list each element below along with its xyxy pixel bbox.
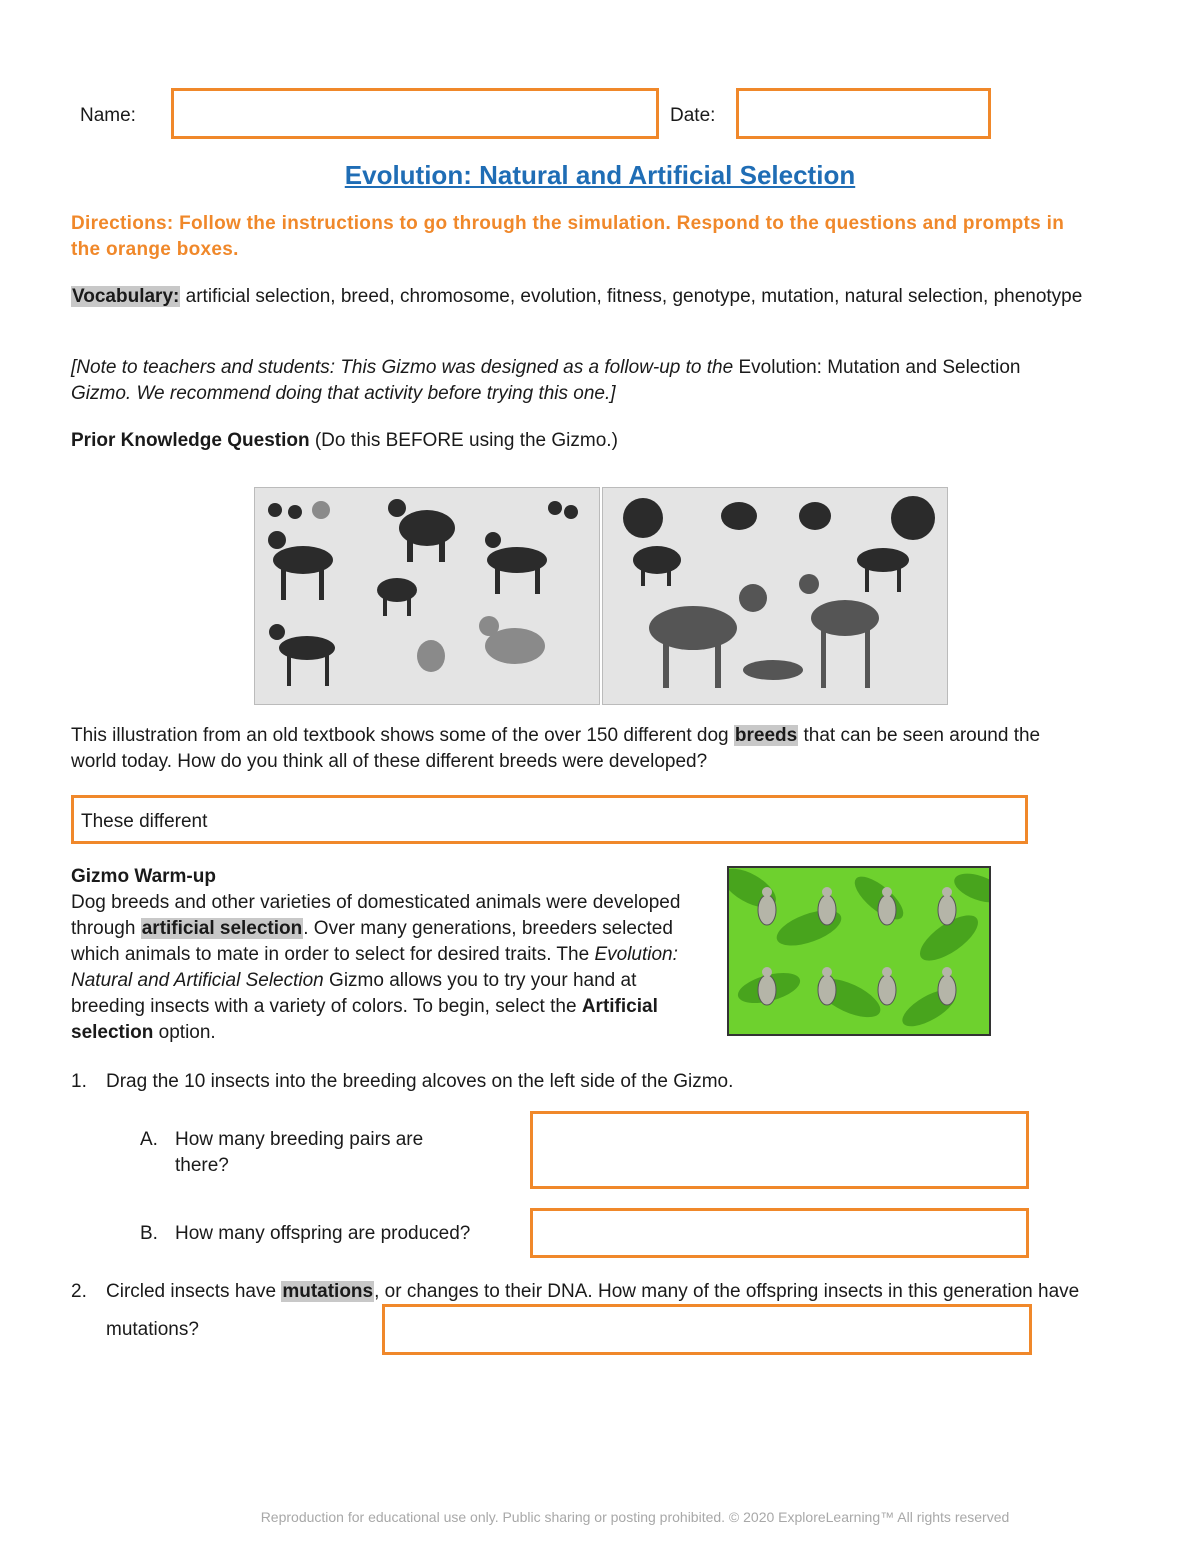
qB-answer-box[interactable] <box>530 1208 1029 1258</box>
question-text-2: that can be seen around the world today. How do you think all of these different breeds were developed? <box>71 725 1041 772</box>
q1-number: 1. <box>71 1071 87 1092</box>
prior-knowledge-question <box>71 723 1071 775</box>
warmup-text-3: Gizmo allows you to try your hand at breeding insects with a variety of colors. To begin, select the <box>71 970 637 1017</box>
vocabulary-label: Vocabulary: <box>72 286 180 307</box>
dog-breeds-image-left <box>255 488 599 704</box>
q2-text-post: , or changes to their DNA. How many of the offspring insects in this generation have mutations? <box>106 1281 1080 1340</box>
dog-illustration-left <box>254 487 600 705</box>
footer-copyright: Reproduction for educational use only. Public sharing or posting prohibited. © 2020 ExploreLearning™ All rights reserved <box>260 1509 1010 1525</box>
insects-image <box>727 866 991 1036</box>
teacher-note <box>71 355 1071 407</box>
prior-knowledge-title: Prior Knowledge Question <box>71 430 310 451</box>
qA-text: How many breeding pairs are there? <box>175 1129 424 1176</box>
highlight-mutations: mutations <box>282 1281 374 1302</box>
warmup-text: Dog breeds and other varieties of domesticated animals were developed through <box>71 892 681 939</box>
qA-answer-box[interactable] <box>530 1111 1029 1189</box>
warmup-heading: Gizmo Warm-up <box>71 866 216 887</box>
dog-breeds-image-right <box>603 488 947 704</box>
date-label: Date: <box>670 105 716 126</box>
qB-text: How many offspring are produced? <box>175 1223 471 1244</box>
vocabulary <box>71 284 1131 310</box>
qB-letter: B. <box>140 1223 158 1244</box>
warmup-section <box>71 864 711 1046</box>
warmup-paragraph <box>71 890 711 1046</box>
note-text-2: Gizmo. We recommend doing that activity before trying this one.] <box>71 383 616 404</box>
prior-knowledge-sub: (Do this BEFORE using the Gizmo.) <box>314 430 618 451</box>
q2-answer-box[interactable] <box>382 1304 1032 1355</box>
q1-text: Drag the 10 insects into the breeding alcoves on the left side of the Gizmo. <box>106 1071 734 1092</box>
highlight-breeds: breeds <box>734 725 798 746</box>
note-text: [Note to teachers and students: This Gizmo was designed as a follow-up to the <box>71 357 734 378</box>
highlight-artificial-selection: artificial selection <box>141 918 303 939</box>
name-label: Name: <box>80 105 136 126</box>
dog-illustration-right <box>602 487 948 705</box>
insects-on-leaves-image <box>729 868 989 1034</box>
q2-text-pre: Circled insects have <box>106 1281 277 1302</box>
prior-knowledge-answer-box[interactable] <box>71 795 1028 844</box>
question-text: This illustration from an old textbook shows some of the over 150 different dog <box>71 725 729 746</box>
prior-knowledge-heading <box>71 428 618 454</box>
qA-letter: A. <box>140 1129 158 1150</box>
warmup-gizmo-name: Evolution: Natural and Artificial Selection <box>71 944 678 991</box>
vocabulary-terms: artificial selection, breed, chromosome, evolution, fitness, genotype, mutation, natural selection, phenotype <box>185 286 1083 307</box>
page-title: Evolution: Natural and Artificial Selection <box>344 160 856 190</box>
warmup-text-2: . Over many generations, breeders selected which animals to mate in order to select for desired traits. The <box>71 918 673 965</box>
q2-number: 2. <box>71 1281 87 1302</box>
warmup-text-4: option. <box>158 1022 216 1043</box>
warmup-option: Artificial selection <box>71 996 658 1043</box>
prior-knowledge-answer[interactable]: These different <box>81 811 208 832</box>
directions: Directions: Follow the instructions to go through the simulation. Respond to the questions and prompts in the orange boxes. <box>71 213 1065 260</box>
date-field[interactable] <box>736 88 991 139</box>
note-title-ref: Evolution: Mutation and Selection <box>738 357 1021 378</box>
name-field[interactable] <box>171 88 659 139</box>
